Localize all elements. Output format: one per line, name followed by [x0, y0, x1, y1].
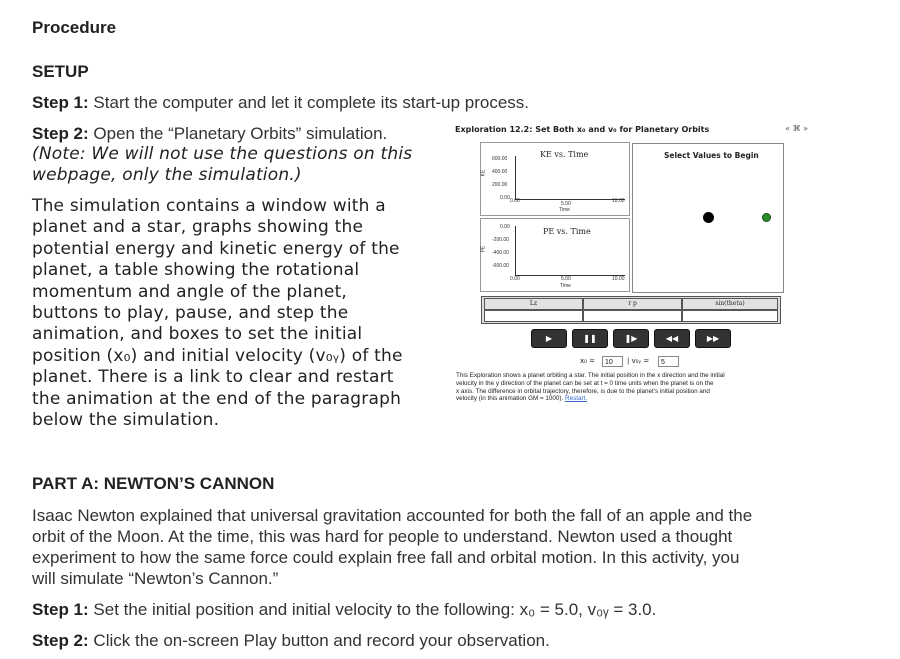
note-line: webpage, only the simulation.)	[32, 165, 302, 186]
para-line: orbit of the Moon. At the time, this was hard for people to understand. Newton used a thought	[32, 527, 733, 546]
setup-note	[32, 144, 412, 187]
star	[703, 212, 714, 223]
simulation-title: Exploration 12.2: Set Both x₀ and v₀ for Planetary Orbits	[455, 125, 710, 134]
para-line: buttons to play, pause, and step the	[32, 303, 349, 324]
pe-xtick: 5.00	[561, 276, 571, 282]
v0-input[interactable]: 5	[658, 356, 679, 367]
step-text: Start the computer and let it complete its start-up process.	[93, 93, 530, 112]
setup-step2	[32, 123, 452, 144]
planet[interactable]	[762, 213, 771, 222]
para-line: Isaac Newton explained that universal gravitation accounted for both the fall of an apple and the	[32, 506, 753, 525]
para-line: planet, a table showing the rotational	[32, 260, 360, 281]
forward-button[interactable]: ▶▶	[695, 329, 731, 348]
para-line: will simulate “Newton’s Cannon.”	[32, 569, 279, 588]
para-line: planet. There is a link to clear and restart	[32, 367, 394, 388]
pe-graph-title: PE vs. Time	[543, 227, 591, 236]
table-cell	[583, 310, 682, 322]
pe-ytick: -400.00	[492, 250, 509, 256]
pe-ytick: 0.00	[500, 224, 510, 230]
part-a-heading: PART A: NEWTON’S CANNON	[32, 474, 275, 493]
para-line: planet and a star, graphs showing the	[32, 217, 364, 238]
step-label: Step 2:	[32, 631, 89, 650]
v0-label: | v₀ᵧ =	[627, 357, 650, 365]
table-header: sin(theta)	[682, 298, 778, 310]
part-a-step2	[32, 630, 832, 651]
para-line: momentum and angle of the planet,	[32, 281, 348, 302]
desc-line-text: velocity (in this animation GM = 1000).	[456, 395, 564, 403]
para-line: experiment to how the same force could explain free fall and orbital motion. In this activity, you	[32, 548, 740, 567]
ke-x-axis	[515, 199, 625, 200]
table-cell	[682, 310, 778, 322]
note-line: (Note: We will not use the questions on this	[32, 144, 413, 164]
para-line: The simulation contains a window with a	[32, 196, 386, 216]
step-button[interactable]: ❚▶	[613, 329, 649, 348]
simulation-nav[interactable]: « ⌘ »	[785, 124, 808, 133]
ke-xlabel: Time	[559, 207, 570, 213]
ke-xtick: 5.00	[561, 201, 571, 207]
para-line: potential energy and kinetic energy of the	[32, 238, 400, 259]
step-label: Step 1:	[32, 600, 89, 619]
play-button[interactable]: ▶	[531, 329, 567, 348]
sim-prompt: Select Values to Begin	[664, 151, 759, 160]
restart-link[interactable]: Restart.	[565, 395, 588, 403]
setup-heading: SETUP	[32, 62, 89, 81]
desc-line: velocity in the y direction of the planet can be set at t = 0 time units when the planet is on the	[456, 379, 714, 387]
table-header: Lz	[484, 298, 583, 310]
procedure-heading: Procedure	[32, 18, 117, 37]
ke-ytick: 400.00	[492, 169, 508, 175]
step-text: Click the on-screen Play button and record your observation.	[93, 631, 550, 650]
step-label: Step 1:	[32, 93, 89, 112]
ke-ytick: 600.00	[492, 156, 508, 162]
pe-xtick: 0.00	[510, 276, 520, 282]
step-label: Step 2:	[32, 124, 89, 143]
ke-ytick: 0.00	[500, 195, 510, 201]
desc-line: x axis. The difference in orbital trajectory, therefore, is due to the planet's initial position and	[456, 387, 710, 395]
ke-xtick: 10.00	[612, 198, 625, 204]
para-line: below the simulation.	[32, 410, 220, 431]
simulation-description	[456, 372, 808, 403]
ke-graph-title: KE vs. Time	[540, 150, 589, 159]
part-a-paragraph	[32, 505, 832, 589]
x0-label: x₀ =	[580, 357, 596, 365]
pe-ytick: -600.00	[492, 263, 509, 269]
ke-y-axis	[515, 156, 516, 199]
ke-ytick: 200.00	[492, 182, 508, 188]
pe-y-axis	[515, 226, 516, 275]
para-line: position (x₀) and initial velocity (v₀ᵧ) of the	[32, 345, 403, 366]
rewind-button[interactable]: ◀◀	[654, 329, 690, 348]
ke-ylabel: KE	[480, 169, 487, 177]
setup-paragraph	[32, 196, 403, 431]
pause-button[interactable]: ❚❚	[572, 329, 608, 348]
part-a-step1	[32, 599, 832, 620]
para-line: the animation at the end of the paragraph	[32, 388, 402, 409]
desc-line	[456, 395, 808, 403]
pe-ytick: -200.00	[492, 237, 509, 243]
pe-xtick: 10.00	[612, 276, 625, 282]
pe-ylabel: PE	[480, 245, 487, 253]
ke-xtick: 0.00	[510, 198, 520, 204]
para-line: animation, and boxes to set the initial	[32, 324, 363, 345]
desc-line: This Exploration shows a planet orbiting a star. The initial position in the x direction and the initial	[456, 372, 725, 379]
setup-step1	[32, 92, 632, 113]
table-cell	[484, 310, 583, 322]
step-text: Open the “Planetary Orbits” simulation.	[93, 124, 388, 143]
x0-input[interactable]: 10	[602, 356, 623, 367]
pe-xlabel: Time	[560, 283, 571, 289]
step-text: Set the initial position and initial velocity to the following: x₀ = 5.0, v₀ᵧ = 3.0.	[93, 600, 657, 619]
table-header: r p	[583, 298, 682, 310]
